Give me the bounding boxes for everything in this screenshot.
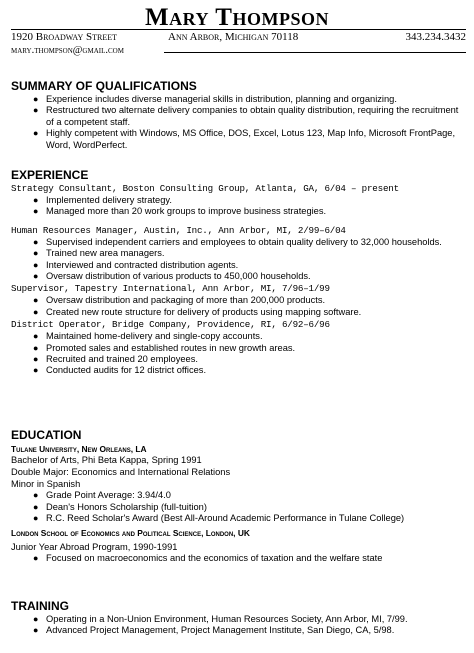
summary-list — [11, 94, 466, 151]
job-duties — [11, 195, 466, 218]
bullet-icon: ● — [33, 271, 39, 282]
list-item: ● R.C. Reed Scholar's Award (Best All-Around Academic Performance in Tulane College) — [33, 513, 405, 524]
list-item: ● Managed more than 20 work groups to improve business strategies. — [33, 206, 327, 217]
list-item: ● Supervised independent carriers and employees to obtain quality delivery to 32,000 households. — [33, 236, 442, 247]
bullet-icon: ● — [33, 128, 39, 139]
job-duties — [11, 331, 466, 377]
phone-number: 343.234.3432 — [405, 31, 466, 43]
bullet-icon: ● — [33, 259, 39, 270]
experience-title: EXPERIENCE — [11, 168, 89, 182]
list-item: ● Interviewed and contracted distribution agents. — [33, 259, 239, 270]
list-item: ● Focused on macroeconomics and the economics of taxation and the welfare state — [33, 553, 383, 564]
bullet-icon: ● — [33, 365, 39, 376]
street-address: 1920 Broadway Street — [11, 31, 117, 43]
list-item: ● Dean's Honors Scholarship (full-tuition) — [33, 501, 207, 512]
bullet-icon: ● — [33, 206, 39, 217]
list-item: ● Maintained home-delivery and single-copy accounts. — [33, 331, 263, 342]
job-title: District Operator, Bridge Company, Providence, RI, 6/92–6/96 — [11, 319, 330, 331]
list-item: ● Oversaw distribution and packaging of more than 200,000 products. — [33, 295, 326, 306]
school-focus — [11, 553, 466, 564]
list-item: ● Experience includes diverse managerial skills in distribution, planning and organizing. — [33, 94, 397, 104]
job-duties — [11, 295, 466, 318]
list-item: ● Grade Point Average: 3.94/4.0 — [33, 490, 171, 501]
bullet-icon: ● — [33, 195, 39, 205]
education-section — [11, 428, 466, 565]
bullet-icon: ● — [33, 248, 39, 259]
list-item: ● Highly competent with Windows, MS Office, DOS, Excel, Lotus 123, Map Info, Microsoft FrontPage, Word, WordPerfect. — [33, 128, 456, 150]
bullet-icon: ● — [33, 236, 39, 247]
minor-line: Minor in Spanish — [11, 478, 81, 489]
job-title: Supervisor, Tapestry International, Ann Arbor, MI, 7/96–1/99 — [11, 283, 330, 295]
job-title: Strategy Consultant, Boston Consulting Group, Atlanta, GA, 6/04 – present — [11, 183, 399, 194]
bullet-icon: ● — [33, 501, 39, 512]
resume-name: Mary Thompson — [145, 4, 329, 31]
experience-section — [11, 168, 466, 377]
bullet-icon: ● — [33, 94, 39, 104]
bullet-icon: ● — [33, 342, 39, 353]
bullet-icon: ● — [33, 625, 39, 636]
summary-title: SUMMARY OF QUALIFICATIONS — [11, 79, 197, 93]
bullet-icon: ● — [33, 513, 39, 524]
bullet-icon: ● — [33, 490, 39, 501]
header-bottom-rule — [164, 52, 466, 53]
list-item: ● Recruited and trained 20 employees. — [33, 354, 198, 365]
list-item: ● Implemented delivery strategy. — [33, 195, 172, 205]
bullet-icon: ● — [33, 553, 39, 564]
job-title: Human Resources Manager, Austin, Inc., Ann Arbor, MI, 2/99–6/04 — [11, 224, 346, 236]
degree-line: Bachelor of Arts, Phi Beta Kappa, Spring 1991 — [11, 455, 202, 465]
list-item: ● Conducted audits for 12 district offices. — [33, 365, 207, 376]
training-section — [11, 599, 466, 637]
school-name: Tulane University, New Orleans, LA — [11, 444, 147, 454]
bullet-icon: ● — [33, 306, 39, 317]
training-title: TRAINING — [11, 599, 69, 613]
bullet-icon: ● — [33, 354, 39, 365]
summary-section — [11, 79, 466, 151]
bullet-icon: ● — [33, 105, 39, 116]
bullet-icon: ● — [33, 614, 39, 624]
school-honors — [11, 490, 466, 524]
list-item: ● Oversaw distribution of various products to 450,000 households. — [33, 271, 311, 282]
bullet-icon: ● — [33, 295, 39, 306]
list-item: ● Restructured two alternate delivery companies to obtain quality distribution, requiring the recruitment of a competent staff. — [33, 105, 459, 127]
job-duties — [11, 237, 466, 283]
education-title: EDUCATION — [11, 428, 82, 442]
list-item: ● Created new route structure for delivery of products using mapping software. — [33, 306, 362, 317]
program-line: Junior Year Abroad Program, 1990-1991 — [11, 541, 178, 552]
email-address: mary.thompson@gmail.com — [11, 45, 124, 56]
training-list — [11, 614, 466, 637]
list-item: ● Promoted sales and established routes in new growth areas. — [33, 342, 296, 353]
city-address: Ann Arbor, Michigan 70118 — [168, 31, 299, 43]
bullet-icon: ● — [33, 331, 39, 342]
major-line: Double Major: Economics and International Relations — [11, 466, 231, 477]
school-name: London School of Economics and Political Science, London, UK — [11, 527, 250, 538]
list-item: ● Operating in a Non-Union Environment, Human Resources Society, Ann Arbor, MI, 7/99. — [33, 614, 408, 624]
list-item: ● Trained new area managers. — [33, 248, 165, 259]
list-item: ● Advanced Project Management, Project Management Institute, San Diego, CA, 5/98. — [33, 625, 395, 636]
